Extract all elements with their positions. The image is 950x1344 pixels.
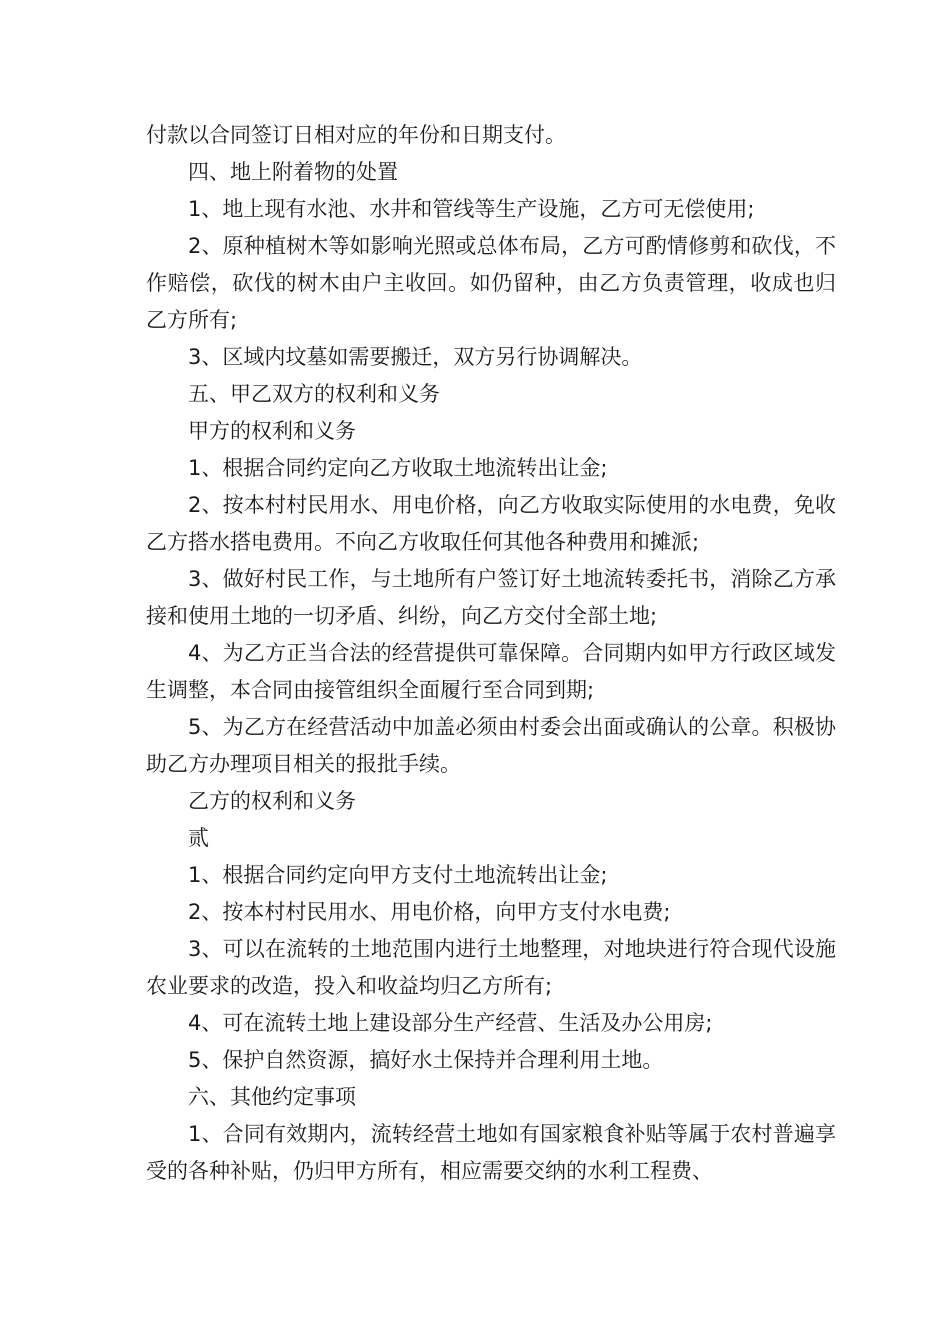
- document-body: [146, 117, 836, 1190]
- paragraph: 3、区域内坟墓如需要搬迁，双方另行协调解决。: [188, 345, 643, 369]
- paragraph: 1、地上现有水池、水井和管线等生产设施，乙方可无偿使用;: [188, 197, 755, 221]
- paragraph: 付款以合同签订日相对应的年份和日期支付。: [146, 123, 566, 147]
- paragraph: 1、根据合同约定向乙方收取土地流转出让金;: [188, 456, 608, 480]
- paragraph: 2、按本村村民用水、用电价格，向甲方支付水电费;: [188, 900, 671, 924]
- paragraph: 2、原种植树木等如影响光照或总体布局，乙方可酌情修剪和砍伐，不作赔偿，砍伐的树木由户主收回。如仍留种，由乙方负责管理，收成也归乙方所有;: [146, 234, 836, 332]
- section-heading-6: 六、其他约定事项: [188, 1085, 356, 1109]
- paragraph: 4、为乙方正当合法的经营提供可靠保障。合同期内如甲方行政区域发生调整，本合同由接管组织全面履行至合同到期;: [146, 641, 836, 702]
- paragraph: 3、做好村民工作，与土地所有户签订好土地流转委托书，消除乙方承接和使用土地的一切矛盾、纠纷，向乙方交付全部土地;: [146, 567, 836, 628]
- paragraph: 4、可在流转土地上建设部分生产经营、生活及办公用房;: [188, 1011, 713, 1035]
- subheading-party-a: 甲方的权利和义务: [188, 419, 356, 443]
- paragraph: 1、根据合同约定向甲方支付土地流转出让金;: [188, 863, 608, 887]
- section-heading-5: 五、甲乙双方的权利和义务: [188, 382, 440, 406]
- section-heading-4: 四、地上附着物的处置: [188, 160, 398, 184]
- paragraph: 5、为乙方在经营活动中加盖必须由村委会出面或确认的公章。积极协助乙方办理项目相关的报批手续。: [146, 715, 836, 776]
- subheading-party-b: 乙方的权利和义务: [188, 789, 356, 813]
- paragraph: 5、保护自然资源，搞好水土保持并合理利用土地。: [188, 1048, 664, 1072]
- paragraph: 2、按本村村民用水、用电价格，向乙方收取实际使用的水电费，免收乙方搭水搭电费用。不向乙方收取任何其他各种费用和摊派;: [146, 493, 836, 554]
- paragraph: 1、合同有效期内，流转经营土地如有国家粮食补贴等属于农村普遍享受的各种补贴，仍归甲方所有，相应需要交纳的水利工程费、: [146, 1122, 836, 1183]
- paragraph: 3、可以在流转的土地范围内进行土地整理，对地块进行符合现代设施农业要求的改造，投入和收益均归乙方所有;: [146, 937, 836, 998]
- paragraph: 贰: [188, 826, 209, 850]
